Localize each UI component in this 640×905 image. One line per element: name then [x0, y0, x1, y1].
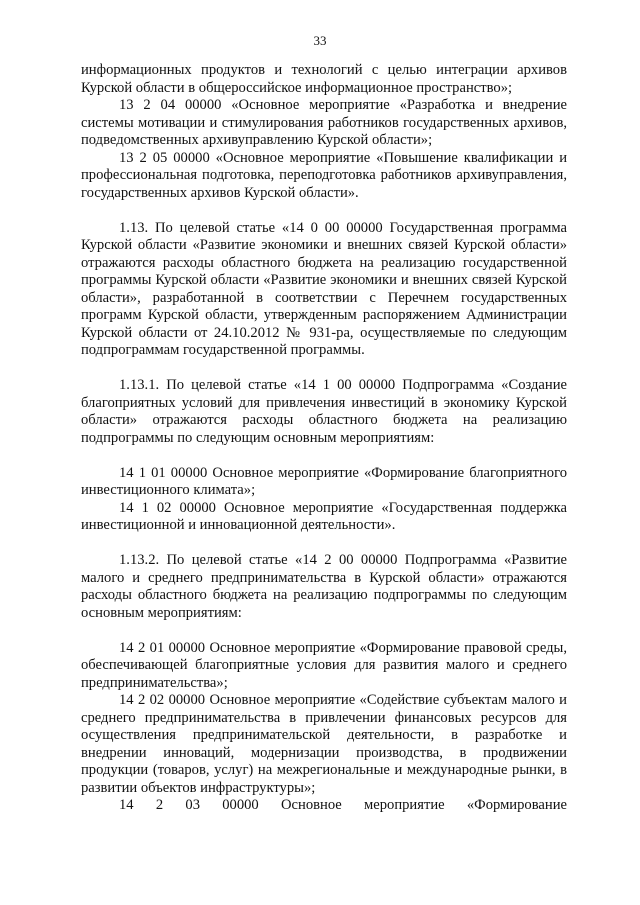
paragraph: 13 2 04 00000 «Основное мероприятие «Разработка и внедрение системы мотивации и стимулирования работников государственных архивов, подведомственных архивуправлению Курской области»; — [81, 97, 567, 148]
paragraph-gap — [81, 360, 567, 378]
paragraph-gap — [81, 622, 567, 640]
page-number: 33 — [313, 33, 327, 48]
paragraph: 1.13. По целевой статье «14 0 00 00000 Государственная программа Курской области «Развитие экономики и внешних связей Курской области» отражаются расходы областного бюджета на реализацию государственной программы Курской области «Развитие экономики и внешних связей Курской области», разработанной в соответствии с Перечнем государственных программ Курской области, утвержденным распоряжением Администрации Курской области от 24.10.2012 № 931-ра, осуществляемые по следующим подпрограммам государственной программы. — [81, 219, 567, 358]
paragraph: информационных продуктов и технологий с целью интеграции архивов Курской области в общероссийское информационное пространство»; — [81, 62, 567, 96]
paragraph: 14 1 02 00000 Основное мероприятие «Государственная поддержка инвестиционной и инновационной деятельности». — [81, 499, 567, 533]
paragraph-gap — [81, 202, 567, 220]
paragraph: 14 2 03 00000 Основное мероприятие «Формирование — [119, 797, 567, 813]
paragraph: 1.13.2. По целевой статье «14 2 00 00000 Подпрограмма «Развитие малого и среднего предпринимательства в Курской области» отражаются расходы областного бюджета на реализацию подпрограммы по следующим основным мероприятиям: — [81, 552, 567, 621]
document-body — [81, 62, 567, 815]
paragraph: 14 2 02 00000 Основное мероприятие «Содействие субъектам малого и среднего предпринимательства в привлечении финансовых ресурсов для осуществления предпринимательской деятельности, в разработке и внедрении инноваций, модернизации производства, в продвижении продукции (товаров, услуг) на межрегиональные и международные рынки, в развитии объектов инфраструктуры»; — [81, 692, 567, 796]
paragraph: 14 2 01 00000 Основное мероприятие «Формирование правовой среды, обеспечивающей благоприятные условия для развития малого и среднего предпринимательства»; — [81, 639, 567, 691]
paragraph: 14 1 01 00000 Основное мероприятие «Формирование благоприятного инвестиционного климата»; — [81, 464, 567, 498]
paragraph: 1.13.1. По целевой статье «14 1 00 00000 Подпрограмма «Создание благоприятных условий для привлечения инвестиций в экономику Курской области» отражаются расходы областного бюджета на реализацию подпрограммы по следующим основным мероприятиям: — [81, 377, 567, 446]
paragraph: 13 2 05 00000 «Основное мероприятие «Повышение квалификации и профессиональная подготовка, переподготовка работников архивуправления, государственных архивов Курской области». — [81, 149, 567, 201]
paragraph-gap — [81, 447, 567, 465]
paragraph-gap — [81, 535, 567, 553]
